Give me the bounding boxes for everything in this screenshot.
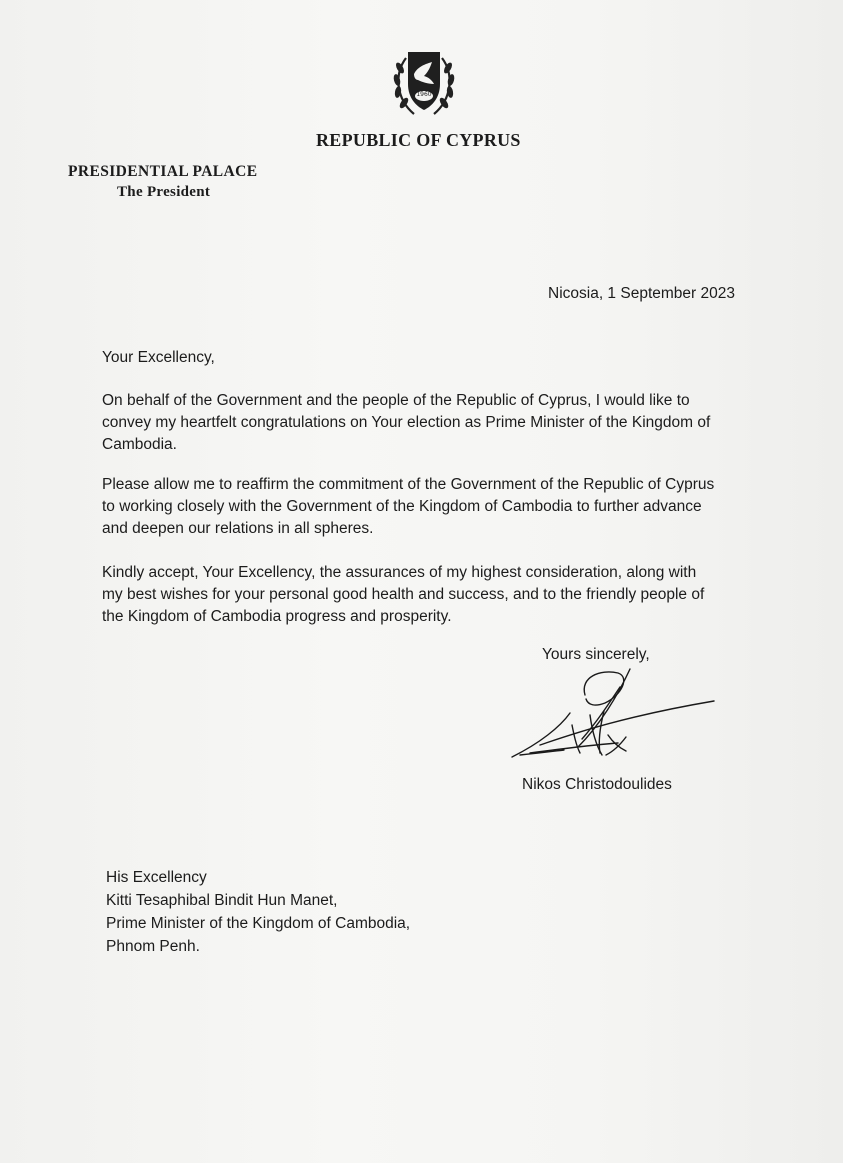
paragraph-line: Cambodia. bbox=[102, 436, 177, 453]
addressee-line: Prime Minister of the Kingdom of Cambodia, bbox=[106, 915, 411, 932]
office-heading: PRESIDENTIAL PALACE bbox=[68, 163, 258, 180]
paragraph-line: to working closely with the Government of the Kingdom of Cambodia to further advance bbox=[102, 498, 702, 515]
republic-heading: REPUBLIC OF CYPRUS bbox=[316, 130, 521, 150]
paragraph-line: On behalf of the Government and the people of the Republic of Cyprus, I would like to bbox=[102, 392, 690, 409]
paragraph-1 bbox=[102, 390, 752, 456]
paragraph-line: Please allow me to reaffirm the commitment of the Government of the Republic of Cyprus bbox=[102, 476, 715, 493]
signature-scribble bbox=[500, 665, 730, 770]
addressee-line: His Excellency bbox=[106, 869, 207, 886]
paragraph-2 bbox=[102, 474, 752, 540]
addressee-block bbox=[106, 866, 410, 958]
coat-of-arms-emblem bbox=[384, 44, 464, 120]
closing-line: Yours sincerely, bbox=[542, 646, 650, 663]
addressee-line: Phnom Penh. bbox=[106, 938, 200, 955]
paragraph-line: Kindly accept, Your Excellency, the assurances of my highest consideration, along with bbox=[102, 564, 697, 581]
emblem-year: 1960 bbox=[416, 91, 432, 98]
date-line: Nicosia, 1 September 2023 bbox=[548, 285, 735, 302]
paragraph-line: the Kingdom of Cambodia progress and prosperity. bbox=[102, 608, 452, 625]
paragraph-line: convey my heartfelt congratulations on Your election as Prime Minister of the Kingdom of bbox=[102, 414, 711, 431]
salutation: Your Excellency, bbox=[102, 349, 215, 366]
paragraph-3 bbox=[102, 562, 752, 628]
paragraph-line: and deepen our relations in all spheres. bbox=[102, 520, 374, 537]
addressee-line: Kitti Tesaphibal Bindit Hun Manet, bbox=[106, 892, 338, 909]
paragraph-line: my best wishes for your personal good health and success, and to the friendly people of bbox=[102, 586, 705, 603]
signer-name: Nikos Christodoulides bbox=[522, 776, 672, 793]
office-title: The President bbox=[117, 184, 211, 200]
